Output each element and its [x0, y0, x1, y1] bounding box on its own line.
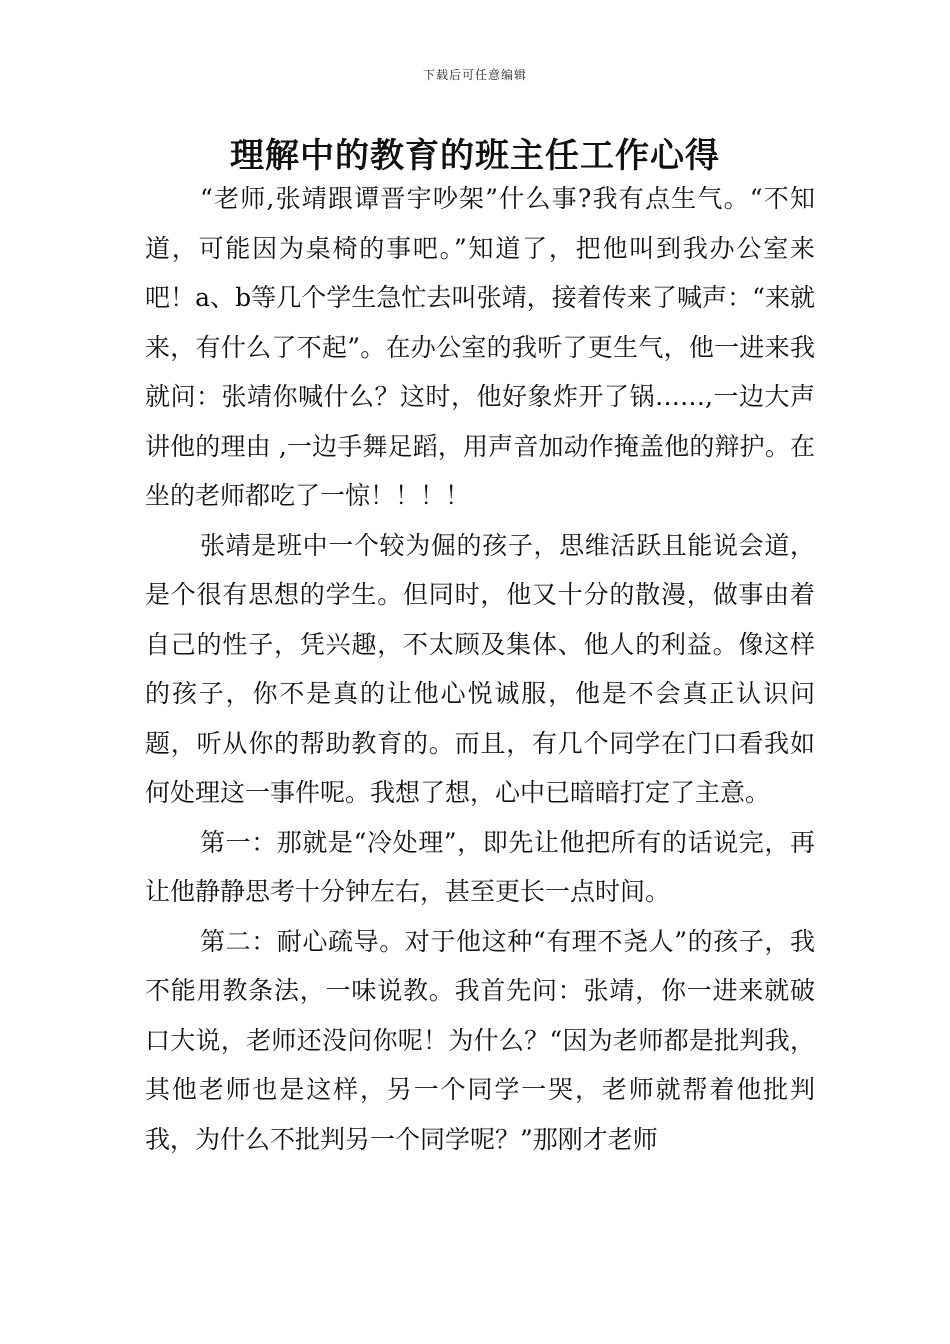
paragraph-1: “老师,张靖跟谭晋宇吵架”什么事?我有点生气。“不知道，可能因为桌椅的事吧。”知道了，把他叫到我办公室来吧！a、b等几个学生急忙去叫张靖，接着传来了喊声：“来就来，有什么了不起”。在办公室的我听了更生气，他一进来我就问：张靖你喊什么？这时，他好象炸开了锅……,一边大声讲他的理由 ,一边手舞足蹈，用声音加动作掩盖他的辩护。在坐的老师都吃了一惊！！！！	[145, 184, 815, 510]
paragraph-2: 张靖是班中一个较为倔的孩子，思维活跃且能说会道，是个很有思想的学生。但同时，他又十分的散漫，做事由着自己的性子，凭兴趣，不太顾及集体、他人的利益。像这样的孩子，你不是真的让他心悦诚服，他是不会真正认识问题，听从你的帮助教育的。而且，有几个同学在门口看我如何处理这一事件呢。我想了想，心中已暗暗打定了主意。	[145, 530, 815, 807]
paragraph-4: 第二：耐心疏导。对于他这种“有理不尧人”的孩子，我不能用教条法，一味说教。我首先问：张靖，你一进来就破口大说，老师还没问你呢！为什么？“因为老师都是批判我，其他老师也是这样，另一个同学一哭，老师就帮着他批判我，为什么不批判另一个同学呢？”那刚才老师	[145, 926, 815, 1154]
document-body	[145, 174, 815, 1164]
page-title: 理解中的教育的班主任工作心得	[230, 136, 720, 176]
header-note: 下载后可任意编辑	[422, 68, 527, 82]
paragraph-3: 第一：那就是“冷处理”，即先让他把所有的话说完，再让他静静思考十分钟左右，甚至更长一点时间。	[145, 827, 815, 906]
